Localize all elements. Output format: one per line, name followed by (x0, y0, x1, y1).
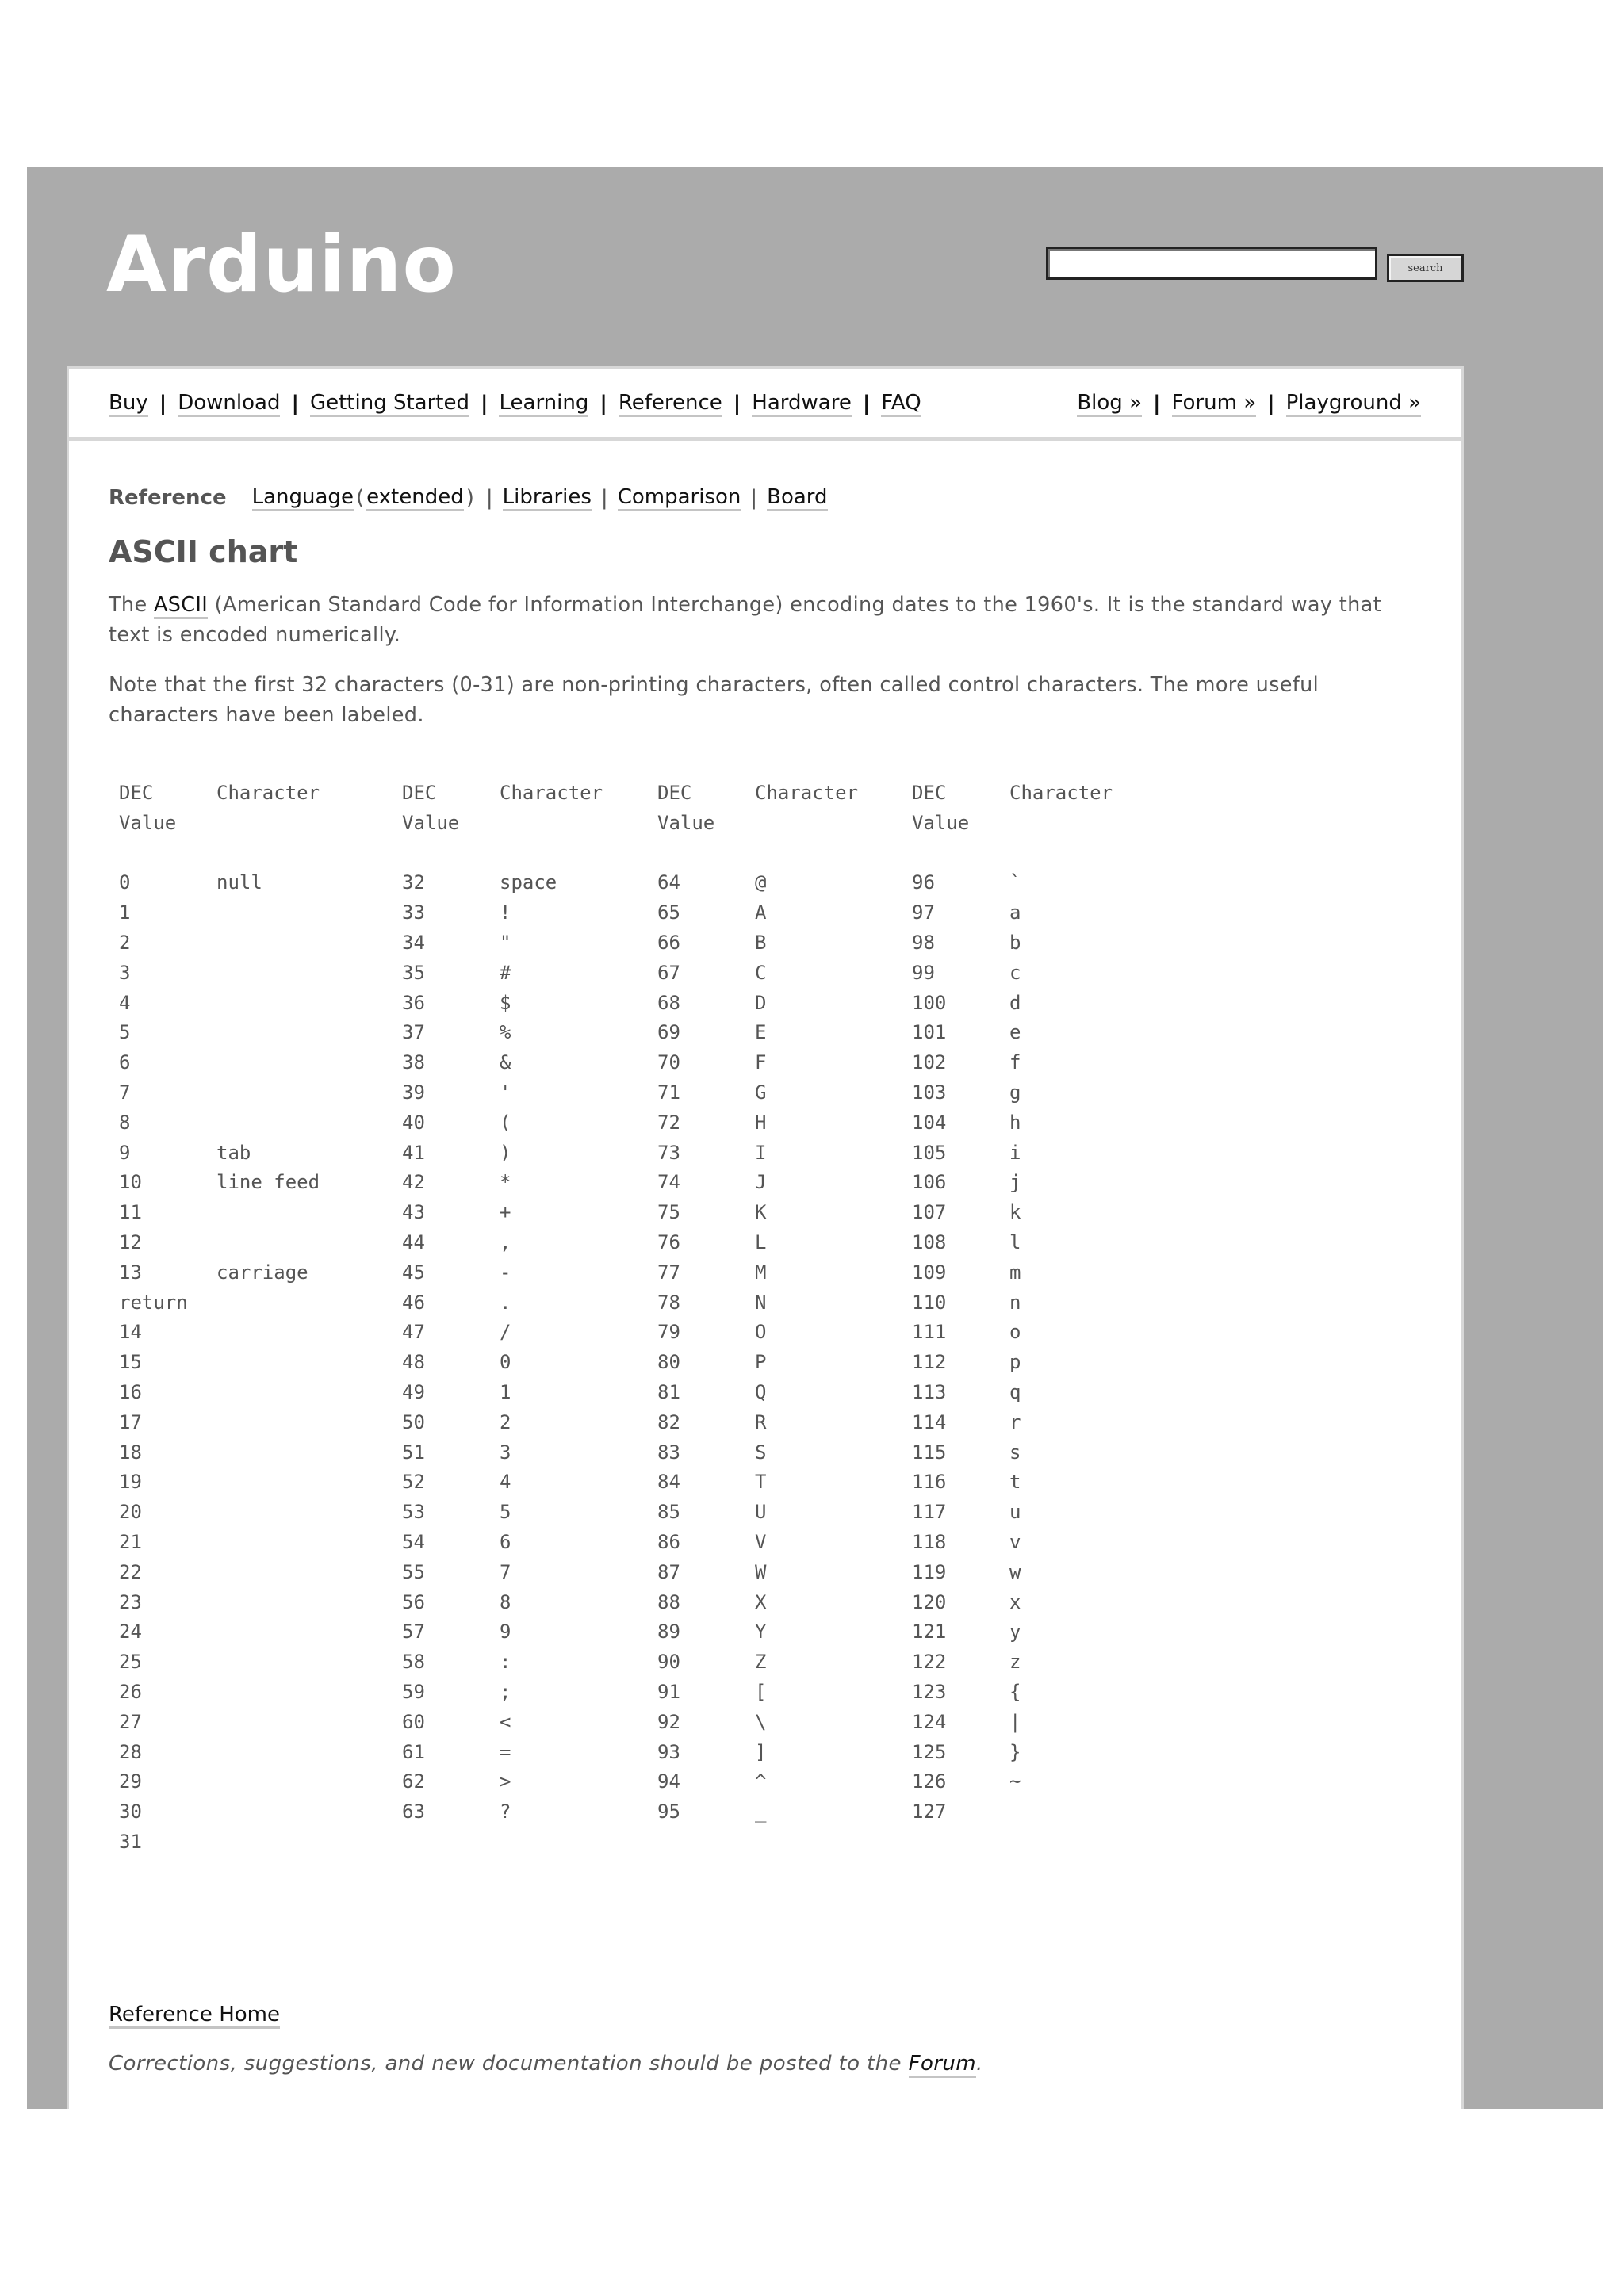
search-button[interactable]: search (1387, 254, 1464, 282)
subnav-paren-close: ) (465, 486, 474, 510)
dec-cell: 82 (657, 1410, 680, 1433)
dec-cell: 22 (119, 1560, 142, 1583)
dec-cell: 12 (119, 1230, 142, 1253)
char-cell: - (500, 1261, 511, 1284)
dec-cell: 97 (912, 901, 935, 924)
nav-link-forum[interactable]: Forum » (1172, 391, 1257, 417)
dec-cell: 42 (402, 1171, 425, 1194)
char-cell: Character (500, 782, 603, 804)
dec-cell: 14 (119, 1321, 142, 1344)
subnav-link-language[interactable]: Language (252, 485, 354, 511)
intro-paragraph (109, 590, 1401, 650)
char-cell: 6 (500, 1530, 511, 1553)
nav-link-reference[interactable]: Reference (619, 391, 722, 417)
char-cell: Character (1009, 782, 1113, 804)
nav-link-learning[interactable]: Learning (499, 391, 588, 417)
dec-cell: DEC (657, 782, 692, 804)
char-cell: # (500, 961, 511, 984)
dec-cell: 8 (119, 1111, 131, 1134)
char-cell: 1 (500, 1380, 511, 1403)
dec-cell: 33 (402, 901, 425, 924)
dec-cell: 101 (912, 1021, 947, 1044)
dec-cell: Value (912, 811, 970, 834)
nav-separator: | (733, 392, 741, 415)
footer-note-end: . (975, 2052, 983, 2076)
char-cell: ~ (1009, 1770, 1021, 1793)
dec-cell: 15 (119, 1351, 142, 1374)
dec-cell: 52 (402, 1471, 425, 1494)
dec-cell: 119 (912, 1560, 947, 1583)
char-cell: T (755, 1471, 767, 1494)
dec-cell: 94 (657, 1770, 680, 1793)
dec-cell: 18 (119, 1441, 142, 1464)
dec-cell: 56 (402, 1590, 425, 1613)
dec-cell: 19 (119, 1471, 142, 1494)
footer-note-text: Corrections, suggestions, and new documentation should be posted to the (109, 2052, 909, 2076)
reference-home-link[interactable]: Reference Home (109, 2003, 280, 2029)
intro-text-before: The (109, 593, 154, 617)
dec-cell: Value (657, 811, 715, 834)
footer-note (109, 2049, 983, 2079)
char-cell: q (1009, 1380, 1021, 1403)
char-cell: y (1009, 1621, 1021, 1644)
char-cell: 8 (500, 1590, 511, 1613)
dec-cell: 65 (657, 901, 680, 924)
dec-cell: 73 (657, 1141, 680, 1164)
dec-cell: 77 (657, 1261, 680, 1284)
forum-link[interactable]: Forum (909, 2052, 976, 2078)
char-cell: & (500, 1051, 511, 1074)
char-cell: o (1009, 1321, 1021, 1344)
dec-cell: 91 (657, 1680, 680, 1703)
dec-cell: return (119, 1291, 188, 1314)
dec-cell: 90 (657, 1651, 680, 1674)
dec-cell: 98 (912, 931, 935, 954)
char-cell: b (1009, 931, 1021, 954)
char-cell: [ (755, 1680, 767, 1703)
dec-cell: 115 (912, 1441, 947, 1464)
dec-cell: 110 (912, 1291, 947, 1314)
char-cell: E (755, 1021, 767, 1044)
dec-cell: 83 (657, 1441, 680, 1464)
char-cell: j (1009, 1171, 1021, 1194)
dec-cell: 108 (912, 1230, 947, 1253)
char-cell: X (755, 1590, 767, 1613)
char-cell: ` (1009, 871, 1021, 894)
char-cell: carriage (216, 1261, 308, 1284)
dec-cell: 64 (657, 871, 680, 894)
char-cell: ? (500, 1800, 511, 1823)
char-cell: < (500, 1710, 511, 1733)
dec-cell: 126 (912, 1770, 947, 1793)
subnav-link-board[interactable]: Board (767, 485, 827, 511)
char-cell: space (500, 871, 557, 894)
dec-cell: 9 (119, 1141, 131, 1164)
dec-cell: 57 (402, 1621, 425, 1644)
page-title: ASCII chart (109, 534, 298, 569)
char-cell: % (500, 1021, 511, 1044)
dec-cell: 11 (119, 1201, 142, 1224)
char-cell: L (755, 1230, 767, 1253)
dec-cell: 123 (912, 1680, 947, 1703)
char-cell: W (755, 1560, 767, 1583)
dec-cell: 111 (912, 1321, 947, 1344)
dec-cell: 29 (119, 1770, 142, 1793)
char-cell: M (755, 1261, 767, 1284)
dec-cell: 7 (119, 1081, 131, 1104)
dec-cell: 26 (119, 1680, 142, 1703)
char-cell: N (755, 1291, 767, 1314)
dec-cell: 62 (402, 1770, 425, 1793)
dec-cell: 46 (402, 1291, 425, 1314)
char-cell: F (755, 1051, 767, 1074)
dec-cell: 112 (912, 1351, 947, 1374)
dec-cell: 75 (657, 1201, 680, 1224)
char-cell: Character (755, 782, 859, 804)
dec-cell: 125 (912, 1740, 947, 1763)
char-cell: = (500, 1740, 511, 1763)
char-cell: S (755, 1441, 767, 1464)
dec-cell: 102 (912, 1051, 947, 1074)
dec-cell: 89 (657, 1621, 680, 1644)
char-cell: g (1009, 1081, 1021, 1104)
dec-cell: 32 (402, 871, 425, 894)
dec-cell: Value (119, 811, 177, 834)
dec-cell: 58 (402, 1651, 425, 1674)
char-cell: O (755, 1321, 767, 1344)
char-cell: l (1009, 1230, 1021, 1253)
dec-cell: 5 (119, 1021, 131, 1044)
nav-link-getting-started[interactable]: Getting Started (310, 391, 469, 417)
char-cell: } (1009, 1740, 1021, 1763)
dec-cell: 49 (402, 1380, 425, 1403)
char-cell: tab (216, 1141, 251, 1164)
nav-right-links (1077, 388, 1421, 419)
dec-cell: 24 (119, 1621, 142, 1644)
dec-cell: 1 (119, 901, 131, 924)
dec-cell: 48 (402, 1351, 425, 1374)
dec-cell: 25 (119, 1651, 142, 1674)
reference-subnav (109, 483, 828, 513)
char-cell: , (500, 1230, 511, 1253)
nav-separator: | (862, 392, 871, 415)
char-cell: ) (500, 1141, 511, 1164)
subnav-separator: | (600, 486, 608, 510)
dec-cell: 38 (402, 1051, 425, 1074)
dec-cell: 104 (912, 1111, 947, 1134)
char-cell: | (1009, 1710, 1021, 1733)
dec-cell: 121 (912, 1621, 947, 1644)
char-cell: p (1009, 1351, 1021, 1374)
dec-cell: 45 (402, 1261, 425, 1284)
dec-cell: 36 (402, 991, 425, 1014)
char-cell: @ (755, 871, 767, 894)
dec-cell: 100 (912, 991, 947, 1014)
dec-cell: 70 (657, 1051, 680, 1074)
dec-cell: 107 (912, 1201, 947, 1224)
char-cell: * (500, 1171, 511, 1194)
char-cell: _ (755, 1800, 767, 1823)
char-cell: c (1009, 961, 1021, 984)
dec-cell: 106 (912, 1171, 947, 1194)
subnav-separator: | (485, 486, 493, 510)
char-cell: ! (500, 901, 511, 924)
dec-cell: 66 (657, 931, 680, 954)
char-cell: K (755, 1201, 767, 1224)
dec-cell: DEC (912, 782, 947, 804)
dec-cell: 88 (657, 1590, 680, 1613)
dec-cell: 4 (119, 991, 131, 1014)
dec-cell: 95 (657, 1800, 680, 1823)
char-cell: . (500, 1291, 511, 1314)
dec-cell: Value (402, 811, 460, 834)
char-cell: ( (500, 1111, 511, 1134)
dec-cell: 55 (402, 1560, 425, 1583)
dec-cell: 84 (657, 1471, 680, 1494)
char-cell: $ (500, 991, 511, 1014)
dec-cell: 54 (402, 1530, 425, 1553)
char-cell: ^ (755, 1770, 767, 1793)
char-cell: 5 (500, 1501, 511, 1524)
footer-reference-home (109, 1999, 280, 2030)
dec-cell: 63 (402, 1800, 425, 1823)
char-cell: A (755, 901, 767, 924)
nav-link-playground[interactable]: Playground » (1286, 391, 1421, 417)
dec-cell: 118 (912, 1530, 947, 1553)
char-cell: : (500, 1651, 511, 1674)
dec-cell: 41 (402, 1141, 425, 1164)
dec-cell: 122 (912, 1651, 947, 1674)
nav-link-hardware[interactable]: Hardware (752, 391, 852, 417)
char-cell: v (1009, 1530, 1021, 1553)
nav-separator: | (291, 392, 299, 415)
char-cell: D (755, 991, 767, 1014)
dec-cell: 71 (657, 1081, 680, 1104)
dec-cell: 113 (912, 1380, 947, 1403)
dec-cell: 69 (657, 1021, 680, 1044)
dec-cell: 44 (402, 1230, 425, 1253)
dec-cell: 3 (119, 961, 131, 984)
subnav-link-extended[interactable]: extended (366, 485, 464, 511)
dec-cell: 16 (119, 1380, 142, 1403)
nav-link-download[interactable]: Download (178, 391, 280, 417)
dec-cell: 23 (119, 1590, 142, 1613)
char-cell: H (755, 1111, 767, 1134)
dec-cell: 117 (912, 1501, 947, 1524)
char-cell: ' (500, 1081, 511, 1104)
nav-link-faq[interactable]: FAQ (881, 391, 921, 417)
dec-cell: 80 (657, 1351, 680, 1374)
char-cell: G (755, 1081, 767, 1104)
char-cell: Character (216, 782, 320, 804)
dec-cell: 39 (402, 1081, 425, 1104)
dec-cell: 85 (657, 1501, 680, 1524)
nav-link-buy[interactable]: Buy (109, 391, 148, 417)
nav-separator: | (1267, 392, 1275, 415)
char-cell: Z (755, 1651, 767, 1674)
dec-cell: 81 (657, 1380, 680, 1403)
char-cell: 7 (500, 1560, 511, 1583)
char-cell: f (1009, 1051, 1021, 1074)
dec-cell: 74 (657, 1171, 680, 1194)
char-cell: 0 (500, 1351, 511, 1374)
dec-cell: 47 (402, 1321, 425, 1344)
dec-cell: 79 (657, 1321, 680, 1344)
dec-cell: 124 (912, 1710, 947, 1733)
dec-cell: 105 (912, 1141, 947, 1164)
char-cell: r (1009, 1410, 1021, 1433)
dec-cell: 59 (402, 1680, 425, 1703)
dec-cell: 6 (119, 1051, 131, 1074)
dec-cell: 51 (402, 1441, 425, 1464)
dec-cell: 34 (402, 931, 425, 954)
char-cell: t (1009, 1471, 1021, 1494)
dec-cell: 43 (402, 1201, 425, 1224)
char-cell: 4 (500, 1471, 511, 1494)
note-paragraph: Note that the first 32 characters (0-31) are non-printing characters, often called control characters. The more useful characters have been labeled. (109, 673, 1320, 727)
dec-cell: 31 (119, 1830, 142, 1853)
dec-cell: 87 (657, 1560, 680, 1583)
dec-cell: 2 (119, 931, 131, 954)
char-cell: { (1009, 1680, 1021, 1703)
char-cell: C (755, 961, 767, 984)
dec-cell: 28 (119, 1740, 142, 1763)
char-cell: null (216, 871, 262, 894)
dec-cell: 78 (657, 1291, 680, 1314)
dec-cell: 50 (402, 1410, 425, 1433)
char-cell: n (1009, 1291, 1021, 1314)
char-cell: / (500, 1321, 511, 1344)
char-cell: m (1009, 1261, 1021, 1284)
char-cell: u (1009, 1501, 1021, 1524)
dec-cell: 10 (119, 1171, 142, 1194)
dec-cell: 99 (912, 961, 935, 984)
dec-cell: 0 (119, 871, 131, 894)
char-cell: 2 (500, 1410, 511, 1433)
char-cell: d (1009, 991, 1021, 1014)
dec-cell: DEC (402, 782, 437, 804)
dec-cell: 67 (657, 961, 680, 984)
char-cell: U (755, 1501, 767, 1524)
char-cell: V (755, 1530, 767, 1553)
char-cell: k (1009, 1201, 1021, 1224)
char-cell: R (755, 1410, 767, 1433)
char-cell: " (500, 931, 511, 954)
dec-cell: 53 (402, 1501, 425, 1524)
subnav-link-libraries[interactable]: Libraries (503, 485, 592, 511)
char-cell: e (1009, 1021, 1021, 1044)
char-cell: 9 (500, 1621, 511, 1644)
nav-left-links (109, 388, 921, 419)
char-cell: h (1009, 1111, 1021, 1134)
subnav-paren-open: ( (355, 486, 365, 510)
nav-link-blog[interactable]: Blog » (1077, 391, 1142, 417)
char-cell: Q (755, 1380, 767, 1403)
subnav-label: Reference (109, 486, 227, 510)
char-cell: ] (755, 1740, 767, 1763)
dec-cell: 68 (657, 991, 680, 1014)
dec-cell: 61 (402, 1740, 425, 1763)
char-cell: J (755, 1171, 767, 1194)
dec-cell: 93 (657, 1740, 680, 1763)
dec-cell: 114 (912, 1410, 947, 1433)
dec-cell: 76 (657, 1230, 680, 1253)
dec-cell: 109 (912, 1261, 947, 1284)
dec-cell: 116 (912, 1471, 947, 1494)
dec-cell: 103 (912, 1081, 947, 1104)
char-cell: P (755, 1351, 767, 1374)
dec-cell: 120 (912, 1590, 947, 1613)
dec-cell: 35 (402, 961, 425, 984)
dec-cell: 86 (657, 1530, 680, 1553)
char-cell: I (755, 1141, 767, 1164)
intro-text-after: (American Standard Code for Information Interchange) encoding dates to the 1960's. It is the standard way that text is encoded numerically. (109, 593, 1381, 647)
char-cell: i (1009, 1141, 1021, 1164)
dec-cell: 27 (119, 1710, 142, 1733)
char-cell: w (1009, 1560, 1021, 1583)
char-cell: a (1009, 901, 1021, 924)
dec-cell: 17 (119, 1410, 142, 1433)
search-input[interactable] (1046, 247, 1377, 280)
char-cell: > (500, 1770, 511, 1793)
dec-cell: 60 (402, 1710, 425, 1733)
dec-cell: DEC (119, 782, 154, 804)
dec-cell: 13 (119, 1261, 142, 1284)
dec-cell: 92 (657, 1710, 680, 1733)
dec-cell: 127 (912, 1800, 947, 1823)
char-cell: \ (755, 1710, 767, 1733)
nav-separator: | (480, 392, 488, 415)
ascii-link[interactable]: ASCII (154, 593, 208, 619)
char-cell: s (1009, 1441, 1021, 1464)
subnav-link-comparison[interactable]: Comparison (618, 485, 741, 511)
dec-cell: 72 (657, 1111, 680, 1134)
dec-cell: 30 (119, 1800, 142, 1823)
subnav-separator: | (750, 486, 758, 510)
site-logo-title[interactable]: Arduino (106, 220, 457, 310)
dec-cell: 96 (912, 871, 935, 894)
dec-cell: 40 (402, 1111, 425, 1134)
dec-cell: 20 (119, 1501, 142, 1524)
char-cell: 3 (500, 1441, 511, 1464)
char-cell: line feed (216, 1171, 320, 1194)
dec-cell: 21 (119, 1530, 142, 1553)
nav-separator: | (1153, 392, 1161, 415)
char-cell: Y (755, 1621, 767, 1644)
char-cell: x (1009, 1590, 1021, 1613)
nav-separator: | (599, 392, 607, 415)
char-cell: + (500, 1201, 511, 1224)
char-cell: z (1009, 1651, 1021, 1674)
nav-separator: | (159, 392, 167, 415)
dec-cell: 37 (402, 1021, 425, 1044)
char-cell: ; (500, 1680, 511, 1703)
char-cell: B (755, 931, 767, 954)
